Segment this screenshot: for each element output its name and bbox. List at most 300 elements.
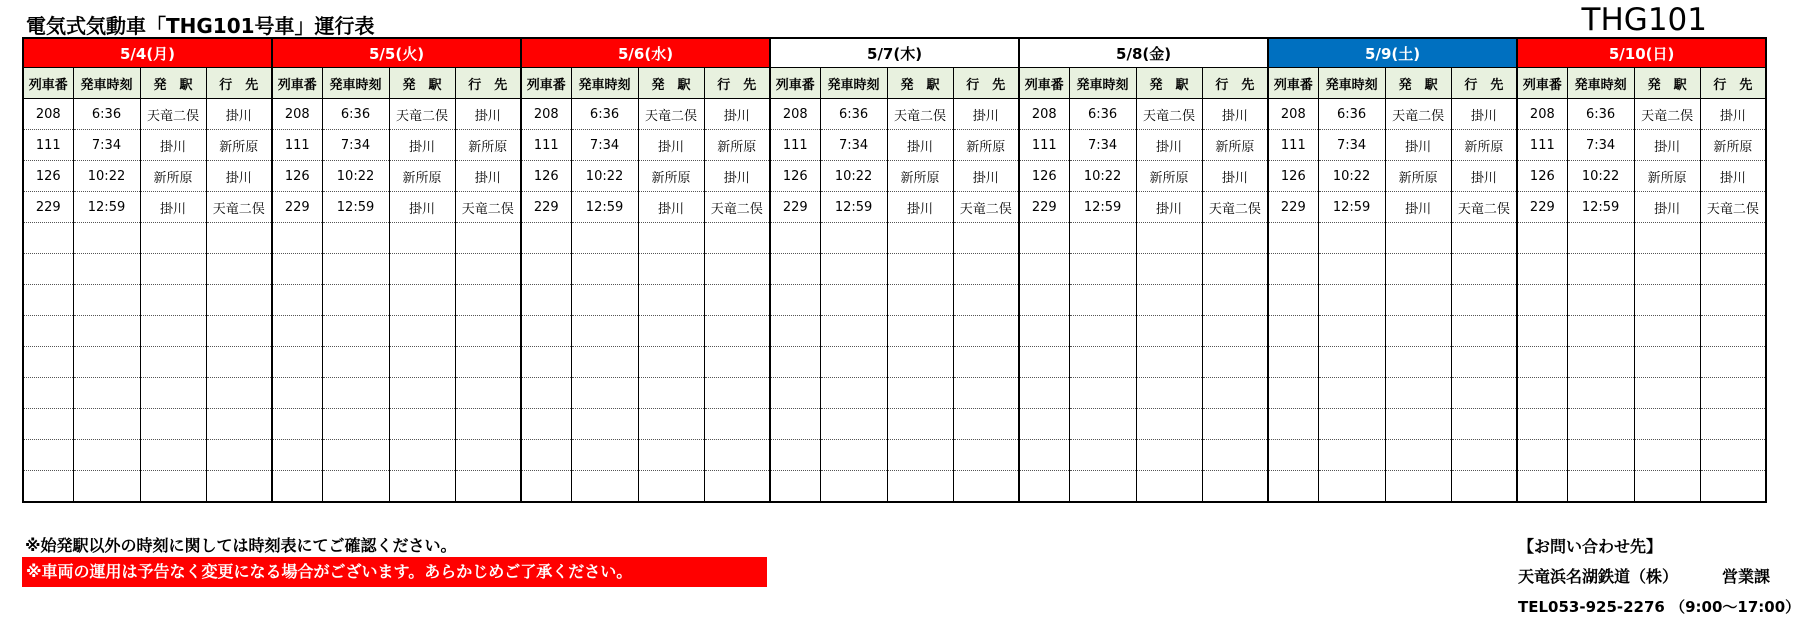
schedule-cell: 新所原 [389,161,455,192]
schedule-cell: 111 [521,130,571,161]
schedule-cell [953,440,1019,471]
schedule-cell: 6:36 [820,99,887,130]
trip-row [23,161,1766,192]
schedule-cell: 掛川 [953,161,1019,192]
schedule-cell [23,223,73,254]
schedule-cell: 6:36 [1567,99,1634,130]
schedule-cell [1069,254,1136,285]
schedule-cell [820,223,887,254]
schedule-cell: 新所原 [1385,161,1451,192]
date-header: 5/6(水) [521,38,770,68]
schedule-cell [73,378,140,409]
trip-row [23,99,1766,130]
schedule-cell: 掛川 [1202,161,1268,192]
schedule-cell: 7:34 [571,130,638,161]
schedule-cell [140,471,206,503]
schedule-cell: 新所原 [887,161,953,192]
schedule-cell [73,440,140,471]
schedule-cell [770,378,820,409]
schedule-cell [820,440,887,471]
column-header-row [23,68,1766,99]
schedule-cell [1318,347,1385,378]
date-header: 5/5(火) [272,38,521,68]
schedule-cell [1451,471,1517,503]
schedule-cell: 掛川 [455,99,521,130]
schedule-cell [521,440,571,471]
column-header: 行 先 [953,68,1019,99]
column-header: 行 先 [704,68,770,99]
schedule-cell: 111 [23,130,73,161]
schedule-cell [1385,223,1451,254]
column-header: 発車時刻 [322,68,389,99]
schedule-cell: 12:59 [1567,192,1634,223]
schedule-cell: 12:59 [820,192,887,223]
timetable-note: ※始発駅以外の時刻に関しては時刻表にてご確認ください。 [25,536,457,555]
schedule-cell [1136,409,1202,440]
schedule-cell [1567,254,1634,285]
schedule-cell [1318,378,1385,409]
schedule-cell [23,440,73,471]
column-header: 列車番 [1019,68,1069,99]
schedule-cell [23,254,73,285]
schedule-cell [206,347,272,378]
trip-row [23,192,1766,223]
column-header: 発車時刻 [820,68,887,99]
schedule-cell [1517,347,1567,378]
schedule-cell: 掛川 [704,161,770,192]
schedule-cell [1517,254,1567,285]
schedule-cell [638,471,704,503]
empty-row [23,409,1766,440]
schedule-cell [1268,285,1318,316]
schedule-cell [704,316,770,347]
schedule-cell [887,347,953,378]
change-warning-banner: ※車両の運用は予告なく変更になる場合がございます。あらかじめご了承ください。 [22,557,767,587]
schedule-cell [571,223,638,254]
schedule-cell: 天竜二俣 [953,192,1019,223]
schedule-cell [953,347,1019,378]
schedule-cell [1517,471,1567,503]
empty-row [23,316,1766,347]
schedule-cell [1634,254,1700,285]
schedule-cell [1451,347,1517,378]
schedule-cell [206,471,272,503]
schedule-cell [1451,223,1517,254]
column-header: 行 先 [455,68,521,99]
schedule-cell [73,285,140,316]
column-header: 行 先 [206,68,272,99]
schedule-cell [820,254,887,285]
schedule-cell [1385,254,1451,285]
schedule-cell: 111 [770,130,820,161]
schedule-cell [704,409,770,440]
schedule-cell: 229 [521,192,571,223]
schedule-cell: 天竜二俣 [638,99,704,130]
schedule-cell: 12:59 [1069,192,1136,223]
schedule-cell [704,254,770,285]
schedule-cell [1634,378,1700,409]
schedule-cell [1318,409,1385,440]
schedule-cell [638,409,704,440]
schedule-cell [1385,440,1451,471]
schedule-cell [272,223,322,254]
schedule-cell [770,347,820,378]
column-header: 列車番 [272,68,322,99]
schedule-cell: 掛川 [638,192,704,223]
schedule-cell [1136,347,1202,378]
column-header: 行 先 [1451,68,1517,99]
schedule-cell [521,378,571,409]
schedule-cell [389,285,455,316]
schedule-cell [389,347,455,378]
schedule-cell [206,378,272,409]
schedule-cell [953,471,1019,503]
schedule-cell [1517,316,1567,347]
schedule-cell: 天竜二俣 [1634,99,1700,130]
schedule-cell [1634,285,1700,316]
schedule-cell [322,254,389,285]
schedule-cell: 208 [1268,99,1318,130]
schedule-cell: 6:36 [571,99,638,130]
schedule-cell [1700,347,1766,378]
schedule-cell [23,409,73,440]
schedule-cell [1567,223,1634,254]
schedule-cell [1567,409,1634,440]
schedule-cell: 天竜二俣 [389,99,455,130]
schedule-cell: 掛川 [206,161,272,192]
schedule-cell: 天竜二俣 [704,192,770,223]
schedule-cell: 208 [521,99,571,130]
schedule-cell: 天竜二俣 [1700,192,1766,223]
schedule-cell: 新所原 [953,130,1019,161]
schedule-cell: 10:22 [571,161,638,192]
schedule-cell: 10:22 [820,161,887,192]
schedule-cell [322,347,389,378]
schedule-cell [953,223,1019,254]
column-header: 発車時刻 [73,68,140,99]
column-header: 発 駅 [140,68,206,99]
schedule-cell [571,409,638,440]
schedule-cell [1019,409,1069,440]
schedule-cell [820,409,887,440]
schedule-cell [1567,471,1634,503]
column-header: 発車時刻 [1069,68,1136,99]
schedule-cell: 10:22 [73,161,140,192]
schedule-cell [1517,378,1567,409]
schedule-cell [1202,471,1268,503]
schedule-cell: 新所原 [1451,130,1517,161]
schedule-cell: 天竜二俣 [140,99,206,130]
schedule-cell [1451,440,1517,471]
schedule-cell [638,440,704,471]
schedule-cell: 6:36 [1069,99,1136,130]
schedule-cell: 天竜二俣 [455,192,521,223]
schedule-cell: 掛川 [140,130,206,161]
schedule-cell [1567,285,1634,316]
schedule-cell [1136,285,1202,316]
schedule-cell [1700,409,1766,440]
schedule-cell: 111 [1268,130,1318,161]
schedule-cell: 新所原 [140,161,206,192]
date-header-row [23,38,1766,68]
schedule-cell [1385,347,1451,378]
schedule-cell [140,223,206,254]
schedule-cell: 111 [1019,130,1069,161]
schedule-cell [1634,409,1700,440]
schedule-cell [1700,471,1766,503]
schedule-cell: 6:36 [1318,99,1385,130]
schedule-cell [1069,285,1136,316]
column-header: 列車番 [1517,68,1567,99]
schedule-cell [140,409,206,440]
schedule-cell [521,316,571,347]
schedule-cell [704,440,770,471]
schedule-cell [1136,471,1202,503]
schedule-cell: 208 [23,99,73,130]
schedule-cell [1019,223,1069,254]
schedule-cell [638,316,704,347]
schedule-cell [1385,409,1451,440]
schedule-cell [521,254,571,285]
schedule-cell: 229 [1268,192,1318,223]
schedule-cell [887,409,953,440]
schedule-cell [953,378,1019,409]
schedule-cell [887,285,953,316]
column-header: 発車時刻 [571,68,638,99]
column-header: 発 駅 [1385,68,1451,99]
schedule-cell [1268,378,1318,409]
schedule-cell: 新所原 [1136,161,1202,192]
schedule-cell [1700,440,1766,471]
schedule-cell [571,378,638,409]
empty-row [23,347,1766,378]
schedule-cell: 229 [770,192,820,223]
schedule-cell [1202,254,1268,285]
schedule-cell [1451,409,1517,440]
schedule-cell [1385,471,1451,503]
empty-row [23,285,1766,316]
schedule-cell [1019,285,1069,316]
schedule-cell [455,347,521,378]
trip-row [23,130,1766,161]
schedule-cell [1318,440,1385,471]
contact-department: 営業課 [1722,567,1771,586]
schedule-cell: 天竜二俣 [887,99,953,130]
schedule-cell: 111 [1517,130,1567,161]
schedule-cell [887,254,953,285]
schedule-cell [521,223,571,254]
schedule-cell [1069,223,1136,254]
schedule-cell [23,378,73,409]
schedule-cell [1202,223,1268,254]
schedule-cell [953,316,1019,347]
schedule-cell [571,285,638,316]
schedule-cell [1451,316,1517,347]
schedule-cell: 掛川 [1634,130,1700,161]
schedule-cell [704,347,770,378]
schedule-cell: 126 [521,161,571,192]
schedule-cell [1019,471,1069,503]
schedule-cell [1700,316,1766,347]
schedule-cell [1451,378,1517,409]
schedule-cell [770,316,820,347]
empty-row [23,440,1766,471]
empty-row [23,223,1766,254]
schedule-cell: 111 [272,130,322,161]
schedule-cell: 126 [23,161,73,192]
schedule-cell [820,285,887,316]
schedule-cell: 7:34 [1318,130,1385,161]
schedule-cell [140,440,206,471]
schedule-cell [73,409,140,440]
schedule-cell [1700,285,1766,316]
schedule-cell [1268,223,1318,254]
schedule-cell [1069,378,1136,409]
date-header: 5/7(木) [770,38,1019,68]
schedule-cell [770,471,820,503]
schedule-cell [272,378,322,409]
schedule-cell [638,347,704,378]
schedule-cell: 6:36 [73,99,140,130]
schedule-cell: 掛川 [1451,161,1517,192]
schedule-cell [455,316,521,347]
schedule-cell [455,378,521,409]
schedule-cell: 掛川 [1202,99,1268,130]
schedule-cell [272,347,322,378]
schedule-cell [1567,440,1634,471]
schedule-cell [1268,440,1318,471]
schedule-cell: 新所原 [1634,161,1700,192]
schedule-cell: 掛川 [887,130,953,161]
schedule-cell [820,316,887,347]
schedule-cell: 掛川 [389,192,455,223]
schedule-cell [272,316,322,347]
schedule-cell [23,471,73,503]
schedule-cell [272,409,322,440]
schedule-cell: 126 [1019,161,1069,192]
schedule-cell [770,285,820,316]
schedule-cell [820,347,887,378]
column-header: 列車番 [521,68,571,99]
schedule-cell [571,471,638,503]
schedule-cell: 126 [1268,161,1318,192]
schedule-cell [1268,316,1318,347]
schedule-cell [1069,347,1136,378]
schedule-cell [1385,285,1451,316]
schedule-cell: 7:34 [820,130,887,161]
schedule-cell: 126 [272,161,322,192]
schedule-cell: 7:34 [73,130,140,161]
schedule-cell [820,471,887,503]
schedule-cell [571,254,638,285]
schedule-cell [272,471,322,503]
schedule-cell [1385,378,1451,409]
schedule-cell: 12:59 [322,192,389,223]
schedule-cell [389,440,455,471]
schedule-cell: 天竜二俣 [1385,99,1451,130]
schedule-cell: 7:34 [1069,130,1136,161]
empty-row [23,378,1766,409]
schedule-cell [1019,347,1069,378]
schedule-cell [455,471,521,503]
schedule-cell: 新所原 [1202,130,1268,161]
schedule-cell [1202,285,1268,316]
schedule-cell [1202,409,1268,440]
schedule-cell [322,378,389,409]
contact-block [1518,532,1800,622]
vehicle-code: THG101 [1581,2,1707,38]
schedule-cell: 126 [1517,161,1567,192]
schedule-cell: 掛川 [887,192,953,223]
schedule-cell [953,409,1019,440]
schedule-cell [1700,223,1766,254]
schedule-cell: 12:59 [73,192,140,223]
schedule-cell [1268,471,1318,503]
contact-company: 天竜浜名湖鉄道（株） [1518,567,1679,586]
schedule-cell [73,471,140,503]
schedule-cell: 12:59 [571,192,638,223]
schedule-cell [272,440,322,471]
schedule-cell [1700,254,1766,285]
schedule-cell: 掛川 [1385,192,1451,223]
schedule-cell: 229 [1019,192,1069,223]
schedule-cell: 掛川 [1136,130,1202,161]
schedule-cell: 10:22 [322,161,389,192]
schedule-cell [1202,347,1268,378]
operation-schedule-table [22,37,1767,503]
schedule-cell [1202,378,1268,409]
schedule-cell [1318,223,1385,254]
schedule-cell [571,316,638,347]
schedule-cell [1634,316,1700,347]
schedule-cell [770,223,820,254]
column-header: 発車時刻 [1318,68,1385,99]
schedule-cell [322,316,389,347]
schedule-cell [1451,254,1517,285]
column-header: 発車時刻 [1567,68,1634,99]
schedule-cell: 7:34 [1567,130,1634,161]
schedule-cell: 10:22 [1567,161,1634,192]
schedule-cell [455,254,521,285]
date-header: 5/9(土) [1268,38,1517,68]
schedule-cell [322,285,389,316]
schedule-cell [140,378,206,409]
schedule-cell [1069,440,1136,471]
schedule-cell [1136,223,1202,254]
schedule-cell [206,409,272,440]
schedule-cell [389,409,455,440]
schedule-cell [455,440,521,471]
schedule-cell: 天竜二俣 [1451,192,1517,223]
schedule-cell [1069,471,1136,503]
schedule-cell [953,285,1019,316]
schedule-cell [206,223,272,254]
schedule-cell [1268,347,1318,378]
schedule-cell [1019,316,1069,347]
schedule-cell [1019,378,1069,409]
schedule-cell [1318,254,1385,285]
schedule-cell: 12:59 [1318,192,1385,223]
column-header: 行 先 [1202,68,1268,99]
schedule-cell: 掛川 [1385,130,1451,161]
schedule-cell [140,347,206,378]
schedule-cell: 掛川 [1136,192,1202,223]
schedule-cell [1136,378,1202,409]
schedule-cell [206,254,272,285]
schedule-cell [521,471,571,503]
schedule-cell [322,471,389,503]
schedule-cell [272,285,322,316]
